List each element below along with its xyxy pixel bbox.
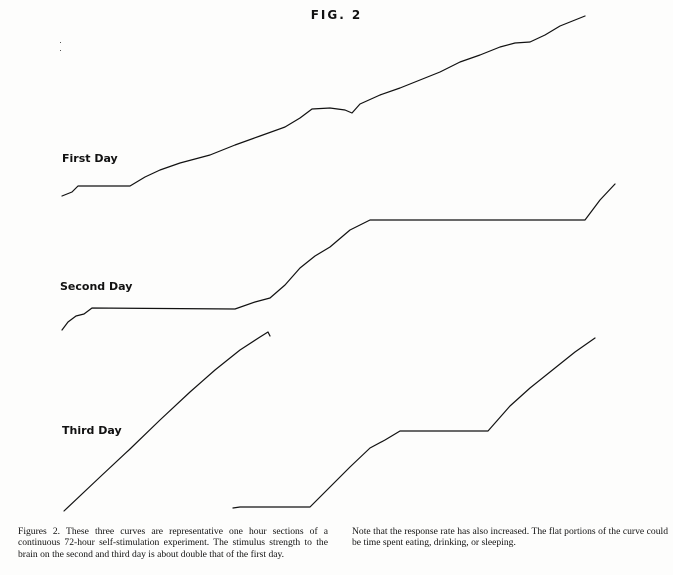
figure-title: FIG. 2 (310, 8, 363, 22)
caption-left-column: Figures 2. These three curves are representative one hour sections of a continuous 72-hour self-stimulation experiment. The stimulus strength to the brain on the second and third day is about double that of the first day. (18, 526, 328, 560)
caption-right-column: Note that the response rate has also increased. The flat portions of the curve could be time spent eating, drinking, or sleeping. (352, 526, 668, 549)
first-day-label: First Day (62, 152, 118, 165)
first-day-curve (62, 16, 585, 196)
third-day-curve-left (64, 332, 270, 511)
third-day-label: Third Day (62, 424, 122, 437)
second-day-label: Second Day (60, 280, 133, 293)
third-day-curve-right (233, 338, 595, 508)
second-day-curve (62, 184, 615, 330)
